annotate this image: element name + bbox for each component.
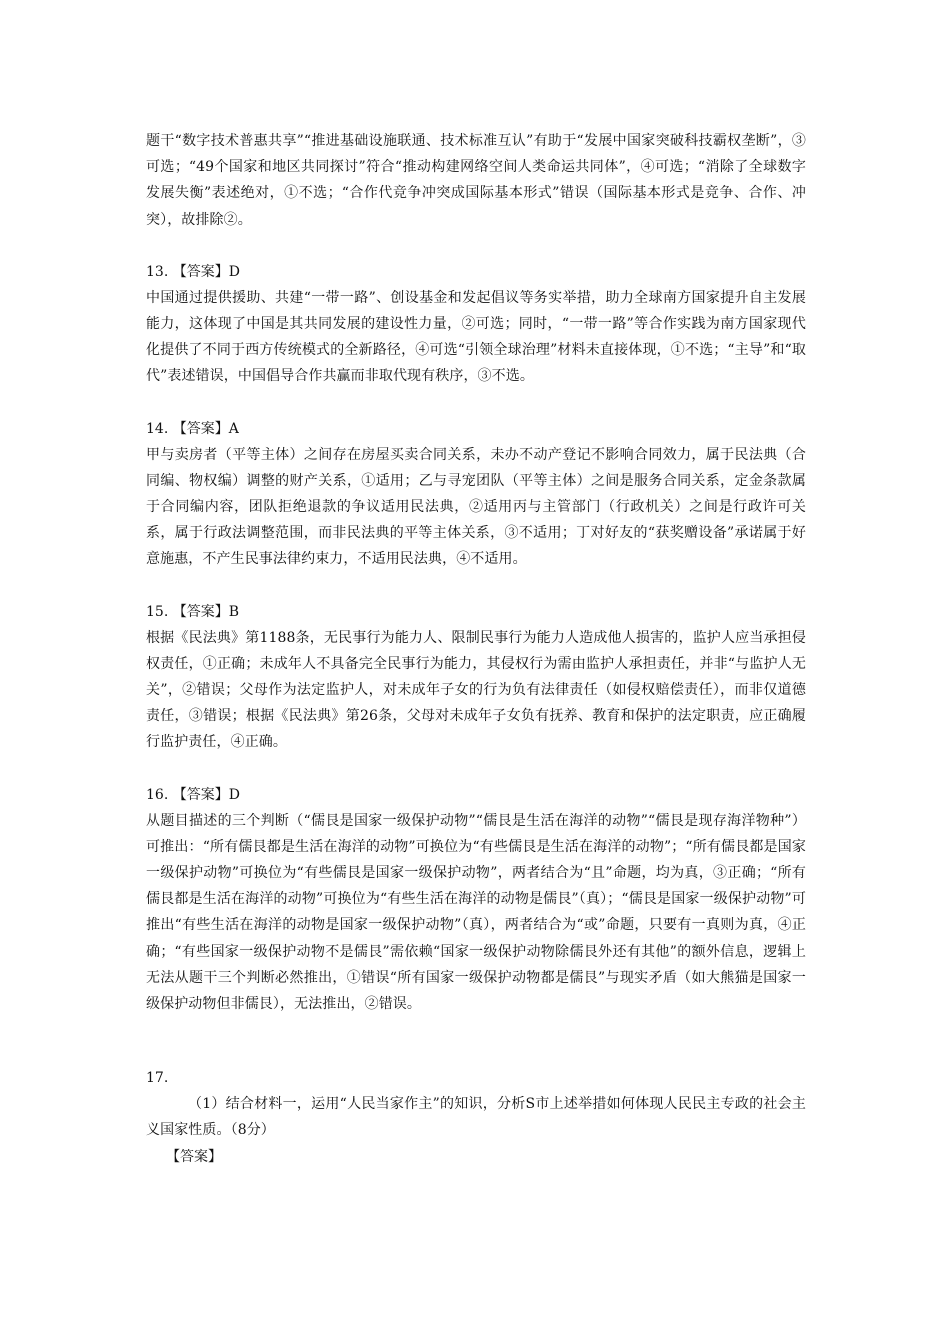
q12-explanation	[146, 128, 806, 233]
q16-explanation-text: 从题目描述的三个判断（“儒艮是国家一级保护动物”“儒艮是生活在海洋的动物”“儒艮是现存海洋物种”）可推出：“所有儒艮都是生活在海洋的动物”可换位为“有些儒艮是生活在海洋的动物”；“所有儒艮都是国家一级保护动物”可换位为“有些儒艮是国家一级保护动物”，两者结合为“且”命题，均为真，③正确；“所有儒艮都是生活在海洋的动物”可换位为“有些生活在海洋的动物是儒艮”（真）；“儒艮是国家一级保护动物”可推出“有些生活在海洋的动物是国家一级保护动物”（真），两者结合为“或”命题，只要有一真则为真，④正确；“有些国家一级保护动物不是儒艮”需依赖“国家一级保护动物除儒艮外还有其他”的额外信息，逻辑上无法从题干三个判断必然推出，①错误“所有国家一级保护动物都是儒艮”与现实矛盾（如大熊猫是国家一级保护动物但非儒艮），无法推出，②错误。	[146, 812, 806, 1013]
q13-answer-label: 13. 【答案】D	[146, 263, 240, 280]
q16-answer-label: 16. 【答案】D	[146, 786, 240, 803]
q13-explanation-text: 中国通过提供援助、共建“一带一路”、创设基金和发起倡议等务实举措，助力全球南方国家提升自主发展能力，这体现了中国是其共同发展的建设性力量，②可选；同时，“一带一路”等合作实践为南方国家现代化提供了不同于西方传统模式的全新路径，④可选“引领全球治理”材料未直接体现，①不选；“主导”和“取代”表述错误，中国倡导合作共赢而非取代现有秩序，③不选。	[146, 289, 806, 385]
q15-explanation-text: 根据《民法典》第1188条，无民事行为能力人、限制民事行为能力人造成他人损害的，监护人应当承担侵权责任，①正确；未成年人不具备完全民事行为能力，其侵权行为需由监护人承担责任，并非“与监护人无关”，②错误；父母作为法定监护人，对未成年子女的行为负有法律责任（如侵权赔偿责任），而非仅道德责任，③错误；根据《民法典》第26条，父母对未成年子女负有抚养、教育和保护的法定职责，应正确履行监护责任，④正确。	[146, 629, 806, 751]
document-page	[146, 128, 806, 1170]
q17-question-text: （1）结合材料一，运用“人民当家作主”的知识，分析S市上述举措如何体现人民民主专政的社会主义国家性质。（8分）	[146, 1096, 806, 1139]
q13-section	[146, 259, 806, 390]
q17-section	[146, 1065, 806, 1169]
q15-section	[146, 599, 806, 756]
q14-section	[146, 416, 806, 573]
q14-explanation-text: 甲与卖房者（平等主体）之间存在房屋买卖合同关系，未办不动产登记不影响合同效力，属于民法典（合同编、物权编）调整的财产关系，①适用；乙与寻宠团队（平等主体）之间是服务合同关系，定金条款属于合同编内容，团队拒绝退款的争议适用民法典，②适用丙与主管部门（行政机关）之间是行政许可关系，属于行政法调整范围，而非民法典的平等主体关系，③不适用；丁对好友的“获奖赠设备”承诺属于好意施惠，不产生民事法律约束力，不适用民法典，④不适用。	[146, 446, 806, 568]
q12-explanation-text: 题干“数字技术普惠共享”“推进基础设施联通、技术标准互认”有助于“发展中国家突破科技霸权垄断”，③可选；“49个国家和地区共同探讨”符合“推动构建网络空间人类命运共同体”，④可选；“消除了全球数字发展失衡”表述绝对，①不选；“合作代竞争冲突成国际基本形式”错误（国际基本形式是竞争、合作、冲突），故排除②。	[146, 133, 806, 228]
q17-number: 17.	[146, 1070, 169, 1087]
q14-answer-label: 14. 【答案】A	[146, 420, 239, 437]
q17-answer-tag: 【答案】	[166, 1148, 222, 1165]
q16-section	[146, 782, 806, 1018]
q15-answer-label: 15. 【答案】B	[146, 603, 240, 620]
